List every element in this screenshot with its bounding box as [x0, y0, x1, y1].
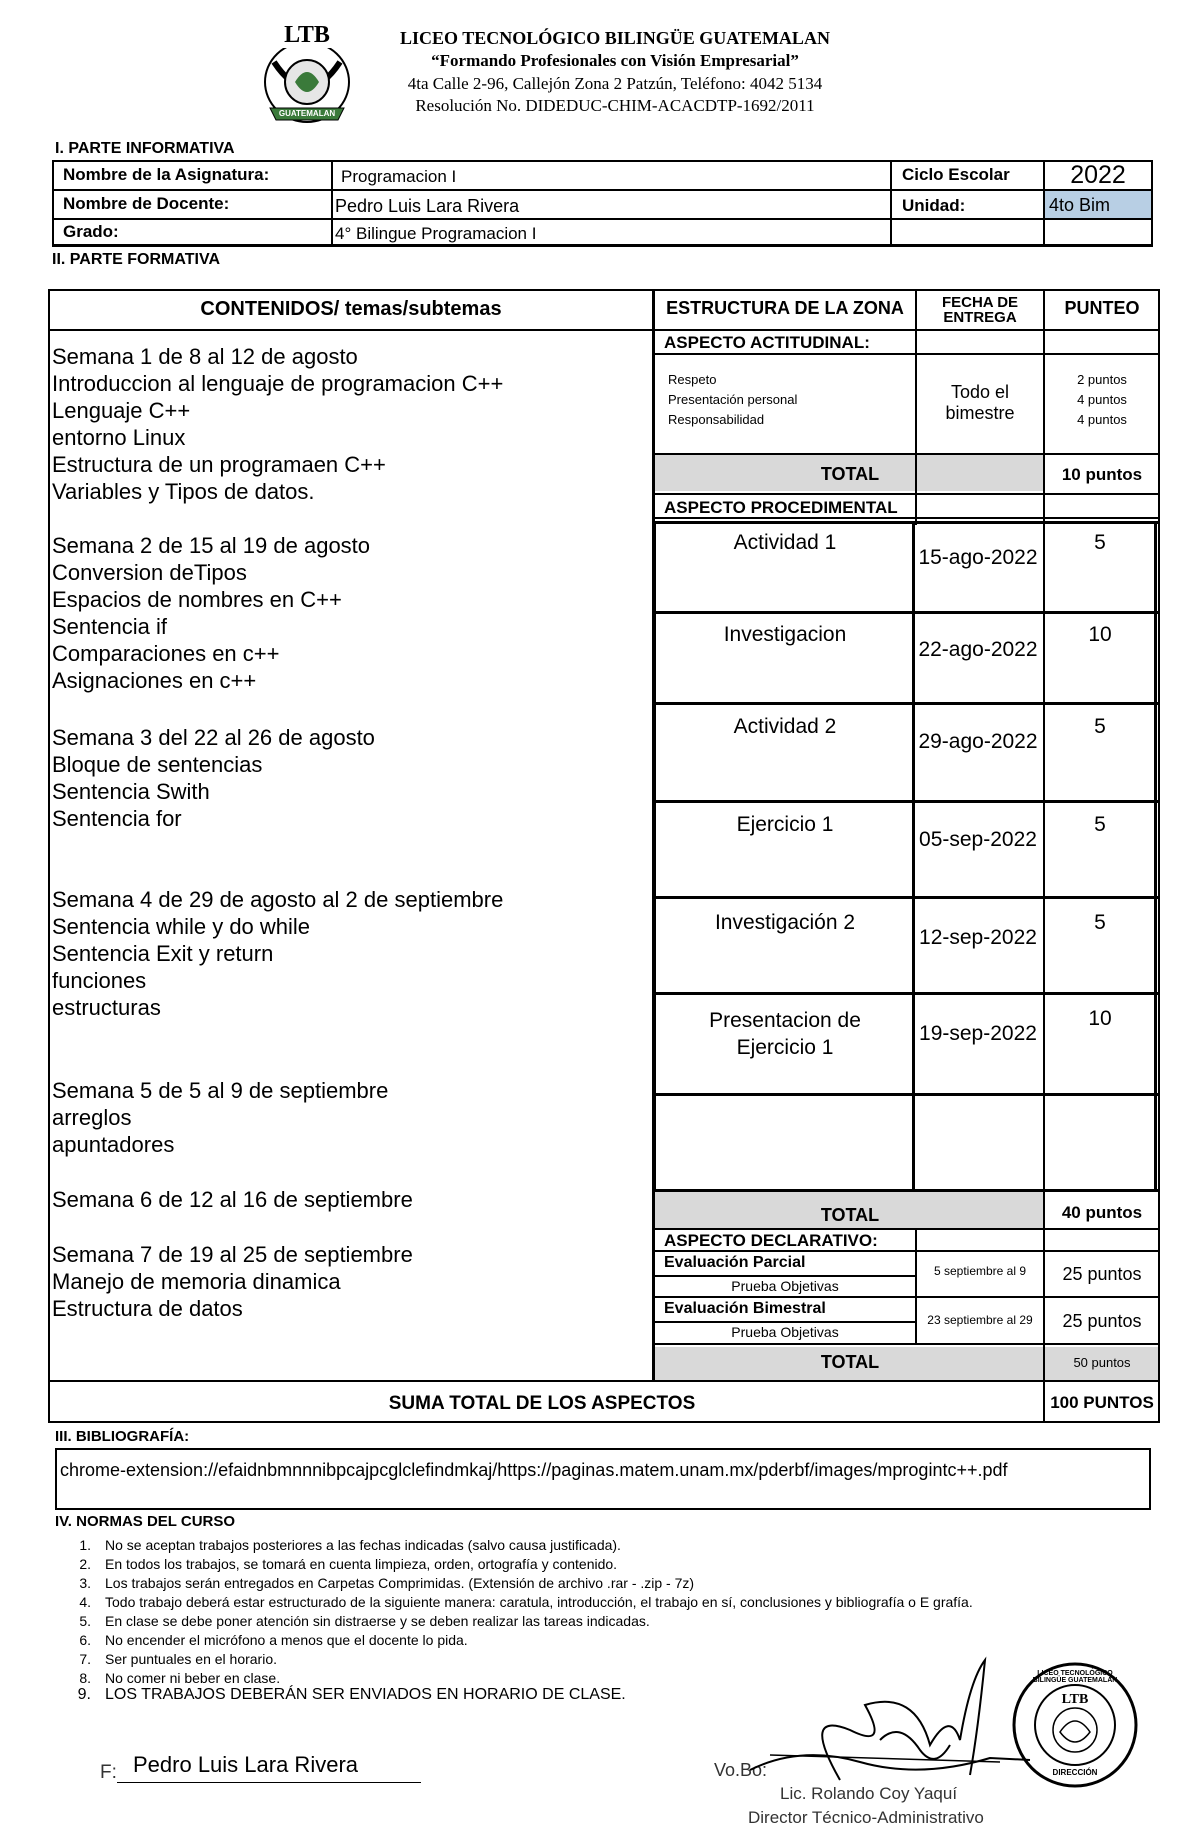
- grand-total-label: SUMA TOTAL DE LOS ASPECTOS: [388, 1393, 696, 1414]
- unit-value: 4to Bim: [1049, 195, 1111, 215]
- cycle-value: 2022: [1070, 161, 1126, 189]
- school-address: 4ta Calle 2-96, Callejón Zona 2 Patzún, Teléfono: 4042 5134: [407, 74, 823, 93]
- content-line: estructuras: [52, 995, 161, 1020]
- content-line: arreglos: [52, 1105, 132, 1130]
- procedural-date: 19-sep-2022: [919, 1022, 1037, 1045]
- declarative-points: 25 puntos: [1062, 1264, 1142, 1284]
- procedural-activity: Investigación 2: [714, 911, 856, 934]
- vobo-label: Vo.Bo:: [714, 1760, 768, 1780]
- content-line: Sentencia if: [52, 614, 167, 639]
- school-stamp: [1010, 1660, 1140, 1790]
- teacher-label: Nombre de Docente:: [63, 194, 230, 213]
- grade-label: Grado:: [63, 222, 119, 241]
- norm-item: 8. No comer ni beber en clase.: [79, 1670, 281, 1686]
- handwritten-signature: [740, 1650, 1040, 1800]
- procedural-date: 15-ago-2022: [918, 546, 1038, 569]
- content-line: Introduccion al lenguaje de programacion C++: [52, 371, 504, 396]
- points-header: PUNTEO: [1064, 298, 1140, 318]
- content-line: Semana 6 de 12 al 16 de septiembre: [52, 1187, 413, 1212]
- procedural-points: 5: [1094, 813, 1106, 836]
- declarative-total-value: 50 puntos: [1073, 1355, 1131, 1370]
- content-line: Semana 1 de 8 al 12 de agosto: [52, 344, 358, 369]
- content-line: Sentencia Swith: [52, 779, 210, 804]
- school-name: LICEO TECNOLÓGICO BILINGÜE GUATEMALAN: [400, 28, 830, 48]
- teacher-signature-line: [117, 1782, 421, 1783]
- content-line: Semana 7 de 19 al 25 de septiembre: [52, 1242, 413, 1267]
- norm-item: 6. No encender el micrófono a menos que el docente lo pida.: [79, 1632, 468, 1648]
- content-line: Estructura de un programaen C++: [52, 452, 386, 477]
- content-line: apuntadores: [52, 1132, 175, 1157]
- content-line: Bloque de sentencias: [52, 752, 263, 777]
- director-name: Lic. Rolando Coy Yaquí: [780, 1784, 958, 1803]
- attitudinal-total-label: TOTAL: [820, 464, 880, 484]
- content-line: Manejo de memoria dinamica: [52, 1269, 341, 1294]
- grand-total-value: 100 PUNTOS: [1050, 1392, 1154, 1412]
- attitudinal-points: 4 puntos: [1077, 412, 1127, 427]
- attitudinal-item: Respeto: [668, 372, 717, 387]
- content-line: Semana 3 del 22 al 26 de agosto: [52, 725, 375, 750]
- school-motto: “Formando Profesionales con Visión Empresarial”: [431, 51, 799, 70]
- declarative-total-label: TOTAL: [820, 1352, 880, 1372]
- procedural-points: 5: [1094, 531, 1106, 554]
- section-informativa-title: I. PARTE INFORMATIVA: [55, 140, 235, 157]
- norm-item: 5. En clase se debe poner atención sin distraerse y se deben realizar las tareas indicadas.: [79, 1613, 650, 1629]
- stamp-text: LICEO TECNOLÓGICO BILINGÜE GUATEMALAN: [1032, 1670, 1118, 1684]
- procedural-date: 22-ago-2022: [918, 638, 1038, 661]
- stamp-center: LTB: [1061, 1692, 1089, 1707]
- content-line: Lenguaje C++: [52, 398, 191, 423]
- content-line: Sentencia for: [52, 806, 182, 831]
- norm-item: 4. Todo trabajo deberá estar estructurado de la siguiente manera: caratula, introducción, el trabajo en sí, conclusiones y bibliografía o E grafía.: [79, 1594, 973, 1610]
- logo-text: LTB: [284, 22, 330, 48]
- content-line: Semana 2 de 15 al 19 de agosto: [52, 533, 371, 558]
- norm-item: 2. En todos los trabajos, se tomará en cuenta limpieza, orden, ortografía y contenido.: [79, 1556, 618, 1572]
- attitudinal-total-value: 10 puntos: [1061, 464, 1143, 484]
- norm-item: 7. Ser puntuales en el horario.: [79, 1651, 277, 1667]
- content-line: Espacios de nombres en C++: [52, 587, 342, 612]
- procedural-points: 10: [1088, 623, 1112, 646]
- declarative-sub: Prueba Objetivas: [731, 1324, 839, 1340]
- subject-label: Nombre de la Asignatura:: [63, 165, 270, 184]
- content-line: entorno Linux: [52, 425, 186, 450]
- declarative-title: ASPECTO DECLARATIVO:: [664, 1231, 878, 1250]
- norm-item: 9. LOS TRABAJOS DEBERÁN SER ENVIADOS EN HORARIO DE CLASE.: [77, 1686, 626, 1703]
- section-formativa-title: II. PARTE FORMATIVA: [52, 251, 220, 268]
- content-line: Semana 5 de 5 al 9 de septiembre: [52, 1078, 389, 1103]
- content-line: Semana 4 de 29 de agosto al 2 de septiembre: [52, 887, 504, 912]
- content-line: Variables y Tipos de datos.: [52, 479, 315, 504]
- procedural-total-value: 40 puntos: [1061, 1203, 1143, 1222]
- declarative-name: Evaluación Bimestral: [664, 1300, 826, 1317]
- grade-value: 4° Bilingue Programacion I: [335, 224, 537, 243]
- stamp-bottom: DIRECCIÓN: [1052, 1768, 1098, 1777]
- content-line: Sentencia while y do while: [52, 914, 311, 939]
- director-title: Director Técnico-Administrativo: [748, 1808, 984, 1827]
- attitudinal-title: ASPECTO ACTITUDINAL:: [664, 333, 870, 352]
- declarative-points: 25 puntos: [1062, 1311, 1142, 1331]
- procedural-title: ASPECTO PROCEDIMENTAL: [664, 498, 898, 517]
- attitudinal-item: Presentación personal: [668, 392, 798, 407]
- declarative-date: 23 septiembre al 29: [927, 1312, 1033, 1327]
- teacher-signature-name: Pedro Luis Lara Rivera: [133, 1752, 359, 1777]
- attitudinal-item: Responsabilidad: [668, 412, 765, 427]
- declarative-sub: Prueba Objetivas: [731, 1278, 839, 1294]
- norm-item: 3. Los trabajos serán entregados en Carpetas Comprimidas. (Extensión de archivo .rar - .zip - 7z): [79, 1575, 695, 1591]
- attitudinal-points: 2 puntos: [1077, 372, 1127, 387]
- school-logo: [262, 22, 352, 124]
- procedural-date: 29-ago-2022: [918, 730, 1038, 753]
- teacher-value: Pedro Luis Lara Rivera: [335, 196, 520, 216]
- content-line: Comparaciones en c++: [52, 641, 280, 666]
- norm-item: 1. No se aceptan trabajos posteriores a las fechas indicadas (salvo causa justificada).: [79, 1537, 621, 1553]
- procedural-date: 12-sep-2022: [919, 926, 1037, 949]
- content-line: Asignaciones en c++: [52, 668, 257, 693]
- attitudinal-points: 4 puntos: [1077, 392, 1127, 407]
- procedural-points: 10: [1088, 1007, 1112, 1030]
- bibliography-title: III. BIBLIOGRAFÍA:: [55, 1428, 190, 1445]
- procedural-points: 5: [1094, 715, 1106, 738]
- content-line: Sentencia Exit y return: [52, 941, 274, 966]
- cycle-label: Ciclo Escolar: [902, 165, 1010, 184]
- bibliography-link[interactable]: chrome-extension://efaidnbmnnnibpcajpcglclefindmkaj/https://paginas.matem.unam.mx/pderbf/images/mprogintc++.pdf: [60, 1460, 1008, 1480]
- content-line: Estructura de datos: [52, 1296, 243, 1321]
- procedural-activity: Actividad 1: [733, 531, 837, 554]
- logo-banner: GUATEMALAN: [278, 109, 336, 118]
- contents-header: CONTENIDOS/ temas/subtemas: [200, 298, 502, 320]
- procedural-activity: Actividad 2: [733, 715, 837, 738]
- procedural-activity: Ejercicio 1: [736, 813, 834, 836]
- content-line: funciones: [52, 968, 147, 993]
- content-line: Conversion deTipos: [52, 560, 247, 585]
- declarative-name: Evaluación Parcial: [664, 1254, 806, 1271]
- unit-label: Unidad:: [902, 196, 966, 215]
- school-resolution: Resolución No. DIDEDUC-CHIM-ACACDTP-1692/2011: [415, 96, 815, 115]
- procedural-points: 5: [1094, 911, 1106, 934]
- procedural-activity: Investigacion: [723, 623, 847, 646]
- f-label: F:: [100, 1762, 117, 1783]
- subject-value: Programacion I: [341, 167, 457, 186]
- procedural-activity: Presentacion de Ejercicio 1: [709, 1008, 861, 1059]
- date-header: FECHA DE ENTREGA: [941, 293, 1019, 326]
- attitudinal-date: Todo el bimestre: [945, 382, 1015, 423]
- procedural-total-label: TOTAL: [820, 1205, 880, 1225]
- norms-title: IV. NORMAS DEL CURSO: [55, 1513, 236, 1530]
- procedural-date: 05-sep-2022: [919, 828, 1037, 851]
- zone-header: ESTRUCTURA DE LA ZONA: [666, 298, 904, 318]
- declarative-date: 5 septiembre al 9: [933, 1264, 1027, 1278]
